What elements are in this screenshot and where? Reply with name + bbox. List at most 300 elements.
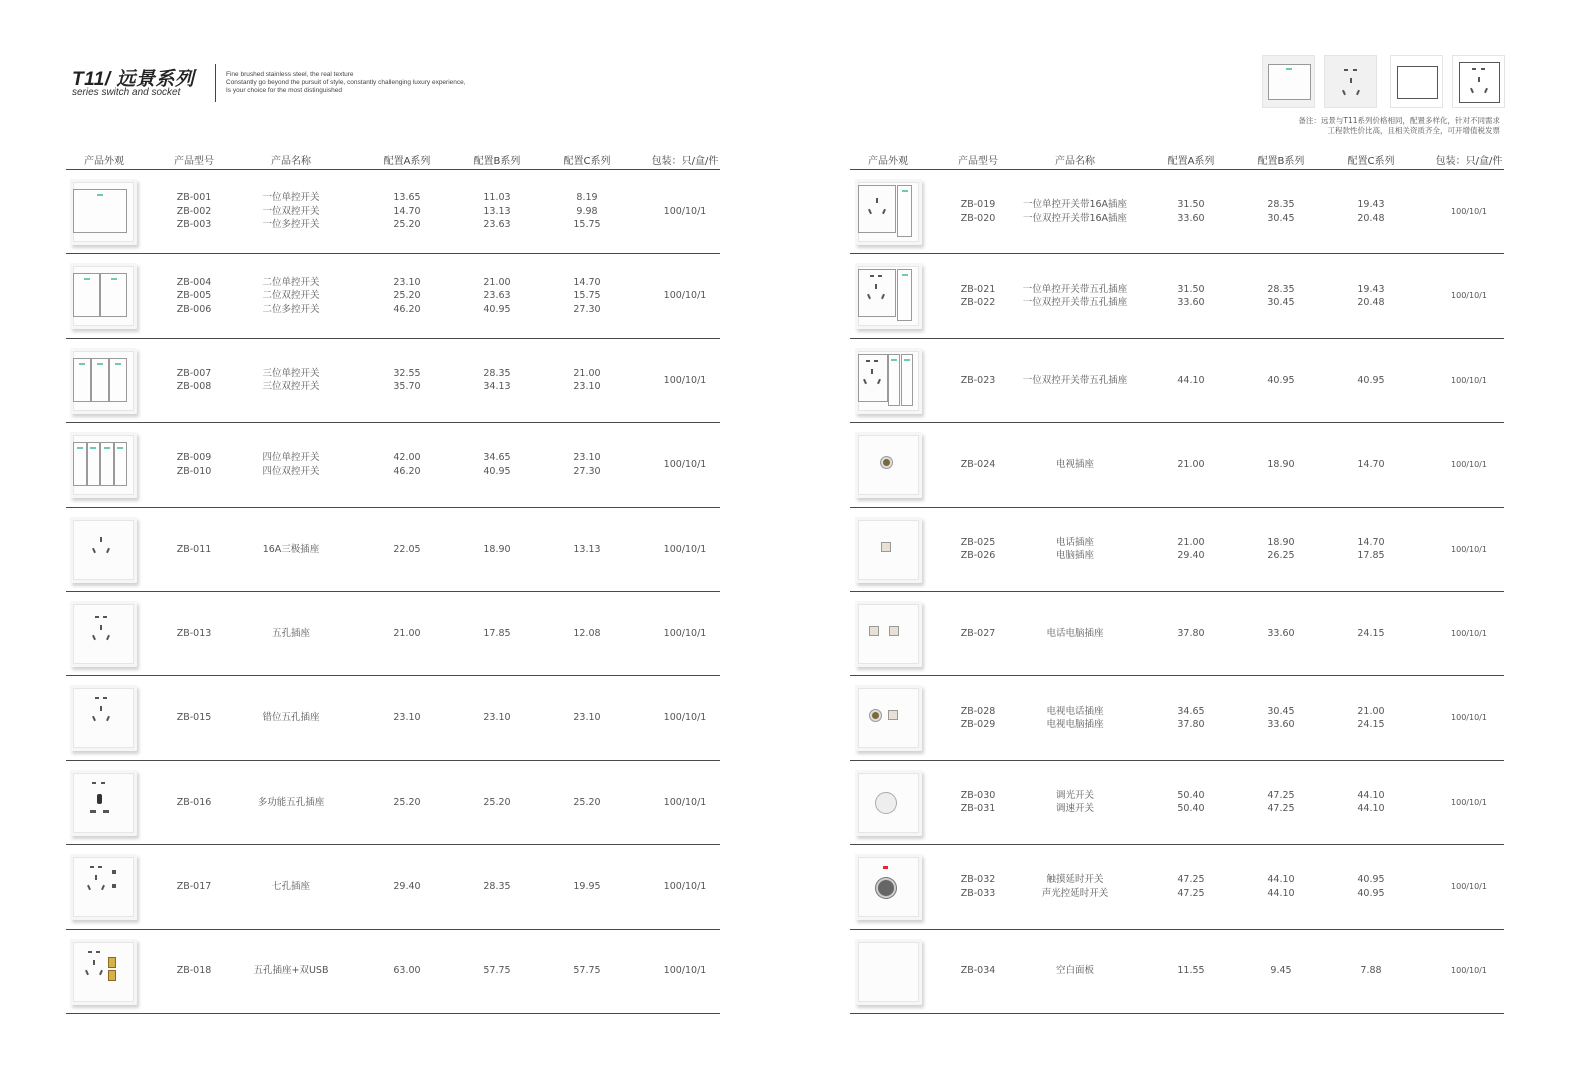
name-cell [1015,930,1135,1013]
cell-line: ZB-005 [176,290,212,302]
socket-hole [95,616,99,618]
cell-line: ZB-025 [960,536,996,548]
price-table-left [66,150,720,1014]
cell-line: 18.90 [1267,459,1295,471]
cell-line: 电话插座 [1055,536,1094,548]
packing-cell [645,761,725,844]
cell-line: 三位单控开关 [262,367,320,379]
socket-hole [92,782,96,784]
price-b-cell [457,170,537,253]
column-header: 配置B系列 [473,156,521,167]
cell-line: ZB-008 [176,381,212,393]
socket-hole [870,275,874,277]
cell-line: ZB-027 [960,627,996,639]
cell-line: 100/10/1 [1451,628,1487,638]
cell-line: 13.13 [573,543,601,555]
cell-line: 空白面板 [1055,965,1094,977]
cell-line: 一位双控开关 [262,205,320,217]
price-c-cell [1331,592,1411,675]
price-b-cell [457,339,537,422]
price-b-cell [1241,845,1321,928]
table-row [66,423,720,507]
name-cell [1015,845,1135,928]
cell-line: 40.95 [1357,374,1385,386]
model-cell [933,423,1023,506]
rocker-key [897,185,912,237]
cell-line: 13.65 [393,192,421,204]
column-header: 产品外观 [868,156,908,167]
cell-line: 28.35 [483,367,511,379]
cell-line: 44.10 [1267,874,1295,886]
price-c-cell [547,339,627,422]
cell-line: 触摸延时开关 [1046,874,1104,886]
name-cell [231,254,351,337]
name-cell [1015,423,1135,506]
cell-line: 33.60 [1267,719,1295,731]
cell-line: 19.43 [1357,199,1385,211]
cell-line: 37.80 [1177,627,1205,639]
packing-cell [645,508,725,591]
cell-line: 23.63 [483,290,511,302]
column-header: 包装：只/盒/件 [651,156,719,167]
price-a-cell [1151,508,1231,591]
price-b-cell [1241,592,1321,675]
price-a-cell [367,845,447,928]
cell-line: ZB-007 [176,367,212,379]
cell-line: 100/10/1 [1451,544,1487,554]
five-hole-socket-thumb [70,601,137,667]
cell-line: 44.10 [1357,789,1385,801]
packing-cell [645,170,725,253]
cell-line: 一位单控开关带五孔插座 [1022,283,1128,295]
cell-line: 21.00 [1177,459,1205,471]
name-cell [1015,592,1135,675]
table-row [850,339,1504,423]
cell-line: 46.20 [393,465,421,477]
price-a-cell [367,423,447,506]
table-row [850,254,1504,338]
cell-line: 28.35 [483,881,511,893]
preview-frame-image [1390,55,1443,108]
table-row [66,930,720,1014]
model-cell [149,930,239,1013]
model-cell [933,761,1023,844]
price-c-cell [1331,845,1411,928]
cell-line: ZB-011 [176,543,212,555]
multi-function-socket-thumb [70,770,137,836]
packing-cell [1429,761,1509,844]
cell-line: 57.75 [573,965,601,977]
name-cell [231,676,351,759]
cell-line: 29.40 [1177,550,1205,562]
cell-line: 14.70 [1357,536,1385,548]
cell-line: 二位单控开关 [262,276,320,288]
column-header: 产品名称 [271,156,311,167]
price-a-cell [367,761,447,844]
cell-line: 11.55 [1177,965,1205,977]
cell-line: 22.05 [393,543,421,555]
cell-line: 31.50 [1177,283,1205,295]
price-a-cell [1151,254,1231,337]
cell-line: 47.25 [1267,803,1295,815]
column-header: 配置B系列 [1257,156,1305,167]
price-c-cell [547,676,627,759]
model-cell [149,761,239,844]
cell-line: 四位双控开关 [262,465,320,477]
cell-line: 25.20 [573,796,601,808]
cell-line: 100/10/1 [663,459,707,471]
table-row [850,930,1504,1014]
price-b-cell [1241,339,1321,422]
single-switch-thumb [70,179,137,245]
cell-line: 25.20 [393,290,421,302]
price-b-cell [1241,254,1321,337]
cell-line: ZB-004 [176,276,212,288]
price-a-cell [367,592,447,675]
cell-line: ZB-006 [176,303,212,315]
name-cell [1015,508,1135,591]
cell-line: 一位单控开关 [262,192,320,204]
cell-line: 40.95 [1357,887,1385,899]
cell-line: 五孔插座 [271,627,310,639]
three-pin-socket-thumb [70,517,137,583]
cell-line: 100/10/1 [1451,797,1487,807]
cell-line: 33.60 [1177,212,1205,224]
cell-line: 100/10/1 [1451,375,1487,385]
cell-line: 21.00 [573,367,601,379]
double-switch-thumb [70,263,137,329]
indicator-light [883,866,888,869]
price-c-cell [1331,339,1411,422]
cell-line: ZB-023 [960,374,996,386]
cell-line: 28.35 [1267,283,1295,295]
cell-line: ZB-031 [960,803,996,815]
price-b-cell [1241,930,1321,1013]
price-a-cell [1151,170,1231,253]
packing-cell [1429,339,1509,422]
price-a-cell [367,254,447,337]
price-b-cell [457,254,537,337]
cell-line: 33.60 [1267,627,1295,639]
name-cell [1015,676,1135,759]
touch-button [876,878,896,898]
socket-hole [95,697,99,699]
cell-line: 14.70 [393,205,421,217]
model-cell [149,845,239,928]
name-cell [1015,254,1135,337]
model-cell [933,170,1023,253]
cell-line: 14.70 [1357,459,1385,471]
cell-line: 26.25 [1267,550,1295,562]
cell-line: 34.13 [483,381,511,393]
price-b-cell [457,592,537,675]
socket-hole [97,794,102,804]
socket-hole [103,616,107,618]
price-a-cell [367,339,447,422]
price-a-cell [1151,930,1231,1013]
rocker-key [888,354,900,406]
column-header: 包装：只/盒/件 [1435,156,1503,167]
cell-line: 17.85 [483,627,511,639]
usb-port [108,957,116,968]
rocker-key [87,442,101,486]
tagline-line: Constantly go beyond the pursuit of style, constantly challenging luxury experience, [226,79,466,86]
cell-line: ZB-030 [960,789,996,801]
preview-frame-socket-image [1452,55,1505,108]
rocker-key [100,442,114,486]
cell-line: 100/10/1 [663,374,707,386]
cell-line: 电脑插座 [1055,550,1094,562]
table-row [66,254,720,338]
table-row [66,845,720,929]
model-cell [933,930,1023,1013]
cell-line: 28.35 [1267,199,1295,211]
cell-line: 30.45 [1267,297,1295,309]
name-cell [1015,761,1135,844]
price-a-cell [1151,676,1231,759]
table-row [66,339,720,423]
cell-line: 42.00 [393,452,421,464]
cell-line: 四位单控开关 [262,452,320,464]
cell-line: 一位双控开关带五孔插座 [1022,374,1128,386]
packing-cell [645,592,725,675]
model-cell [149,592,239,675]
price-c-cell [1331,170,1411,253]
cell-line: 100/10/1 [663,796,707,808]
price-b-cell [1241,508,1321,591]
cell-line: 40.95 [483,465,511,477]
socket-hole [100,537,102,542]
usb-socket-thumb [70,939,137,1005]
cell-line: 35.70 [393,381,421,393]
cell-line: 七孔插座 [271,881,310,893]
dimmer-switch-thumb [855,770,922,836]
cell-line: 100/10/1 [663,881,707,893]
socket-hole [98,866,102,868]
cell-line: 20.48 [1357,297,1385,309]
cell-line: 21.00 [1177,536,1205,548]
cell-line: 19.43 [1357,283,1385,295]
cell-line: ZB-018 [176,965,212,977]
cell-line: 100/10/1 [663,205,707,217]
model-cell [933,845,1023,928]
price-b-cell [457,761,537,844]
price-b-cell [1241,423,1321,506]
name-cell [231,592,351,675]
preview-socket-image [1324,55,1377,108]
cell-line: 40.95 [483,303,511,315]
cell-line: 23.10 [393,712,421,724]
cell-line: 30.45 [1267,705,1295,717]
rj-port [889,626,899,636]
price-a-cell [367,508,447,591]
price-table-right [850,150,1504,1014]
pricing-note [1200,116,1500,135]
socket-hole [112,870,116,874]
blank-panel-thumb [855,939,922,1005]
phone-socket-thumb [855,517,922,583]
table-row [850,170,1504,254]
rocker-key [73,189,127,233]
model-cell [149,339,239,422]
column-header: 产品型号 [174,156,214,167]
cell-line: 23.10 [573,381,601,393]
cell-line: 一位双控开关带五孔插座 [1022,297,1128,309]
price-a-cell [1151,592,1231,675]
price-c-cell [547,254,627,337]
table-header [850,150,1504,170]
price-c-cell [1331,508,1411,591]
cell-line: 声光控延时开关 [1041,887,1109,899]
price-b-cell [1241,676,1321,759]
triple-switch-thumb [70,348,137,414]
name-cell [1015,170,1135,253]
price-a-cell [367,170,447,253]
cell-line: 电视电脑插座 [1046,719,1104,731]
cell-line: 100/10/1 [1451,713,1487,723]
column-header: 产品型号 [958,156,998,167]
rocker-key [109,358,127,402]
cell-line: 8.19 [576,192,598,204]
cell-line: 调速开关 [1055,803,1094,815]
table-row [66,592,720,676]
packing-cell [645,845,725,928]
preview-switch-image [1262,55,1315,108]
cell-line: 100/10/1 [663,290,707,302]
cell-line: 40.95 [1357,874,1385,886]
cell-line: 9.45 [1270,965,1292,977]
cell-line: ZB-019 [960,199,996,211]
rj-port [888,710,898,720]
series-tagline [226,71,466,95]
column-header: 配置A系列 [383,156,431,167]
cell-line: 二位双控开关 [262,290,320,302]
cell-line: 13.13 [483,205,511,217]
cell-line: 23.63 [483,219,511,231]
cell-line: 47.25 [1267,789,1295,801]
socket-hole [100,625,102,630]
cell-line: 15.75 [573,290,601,302]
price-c-cell [1331,254,1411,337]
cell-line: 44.10 [1357,803,1385,815]
usb-port [108,970,116,981]
cell-line: 23.10 [573,452,601,464]
cell-line: 100/10/1 [663,965,707,977]
cell-line: 23.10 [483,712,511,724]
name-cell [231,508,351,591]
cell-line: 五孔插座+双USB [253,965,329,977]
table-row [850,845,1504,929]
switch-16a-socket-thumb [855,179,922,245]
cell-line: 17.85 [1357,550,1385,562]
cell-line: 33.60 [1177,297,1205,309]
column-header: 产品名称 [1055,156,1095,167]
packing-cell [1429,423,1509,506]
cell-line: ZB-015 [176,712,212,724]
cell-line: ZB-002 [176,205,212,217]
cell-line: 100/10/1 [663,627,707,639]
product-preview-strip [1262,55,1508,110]
header-divider [215,64,216,102]
cell-line: 16A三极插座 [262,543,320,555]
socket-hole [101,782,105,784]
cell-line: 25.20 [483,796,511,808]
cell-line: 15.75 [573,219,601,231]
table-row [66,508,720,592]
packing-cell [645,930,725,1013]
socket-hole [88,951,92,953]
table-row [66,676,720,760]
packing-cell [1429,592,1509,675]
cell-line: ZB-028 [960,705,996,717]
rocker-key [73,442,87,486]
price-b-cell [1241,170,1321,253]
name-cell [231,423,351,506]
column-header: 配置A系列 [1167,156,1215,167]
price-c-cell [547,930,627,1013]
cell-line: 23.10 [573,712,601,724]
price-c-cell [547,170,627,253]
touch-delay-switch-thumb [855,854,922,920]
offset-five-hole-socket-thumb [70,685,137,751]
name-cell [231,845,351,928]
cell-line: 一位单控开关带16A插座 [1022,199,1128,211]
cell-line: ZB-001 [176,192,212,204]
cell-line: ZB-010 [176,465,212,477]
rocker-key [100,273,127,317]
price-c-cell [1331,676,1411,759]
socket-hole [103,810,109,813]
rocker-key [91,358,109,402]
cell-line: 29.40 [393,881,421,893]
price-b-cell [457,508,537,591]
cell-line: 34.65 [1177,705,1205,717]
cell-line: 9.98 [576,205,598,217]
cell-line: ZB-026 [960,550,996,562]
price-b-cell [457,845,537,928]
cell-line: 46.20 [393,303,421,315]
name-cell [231,339,351,422]
cell-line: 40.95 [1267,374,1295,386]
table-row [850,423,1504,507]
seven-hole-socket-thumb [70,854,137,920]
cell-line: 电视电话插座 [1046,705,1104,717]
cell-line: 24.15 [1357,627,1385,639]
cell-line: 32.55 [393,367,421,379]
cell-line: 20.48 [1357,212,1385,224]
cell-line: 12.08 [573,627,601,639]
model-cell [933,592,1023,675]
cell-line: 18.90 [1267,536,1295,548]
cell-line: 100/10/1 [663,543,707,555]
socket-hole [96,951,100,953]
price-a-cell [367,676,447,759]
model-cell [149,676,239,759]
price-b-cell [457,676,537,759]
packing-cell [645,423,725,506]
socket-hole [112,884,116,888]
socket-hole [95,875,97,880]
cell-line: 电话电脑插座 [1046,627,1104,639]
cell-line: ZB-021 [960,283,996,295]
table-row [66,761,720,845]
price-c-cell [547,592,627,675]
price-c-cell [1331,423,1411,506]
switch-five-hole-socket-thumb [855,263,922,329]
cell-line: 14.70 [573,276,601,288]
model-cell [149,508,239,591]
cell-line: 7.88 [1360,965,1382,977]
